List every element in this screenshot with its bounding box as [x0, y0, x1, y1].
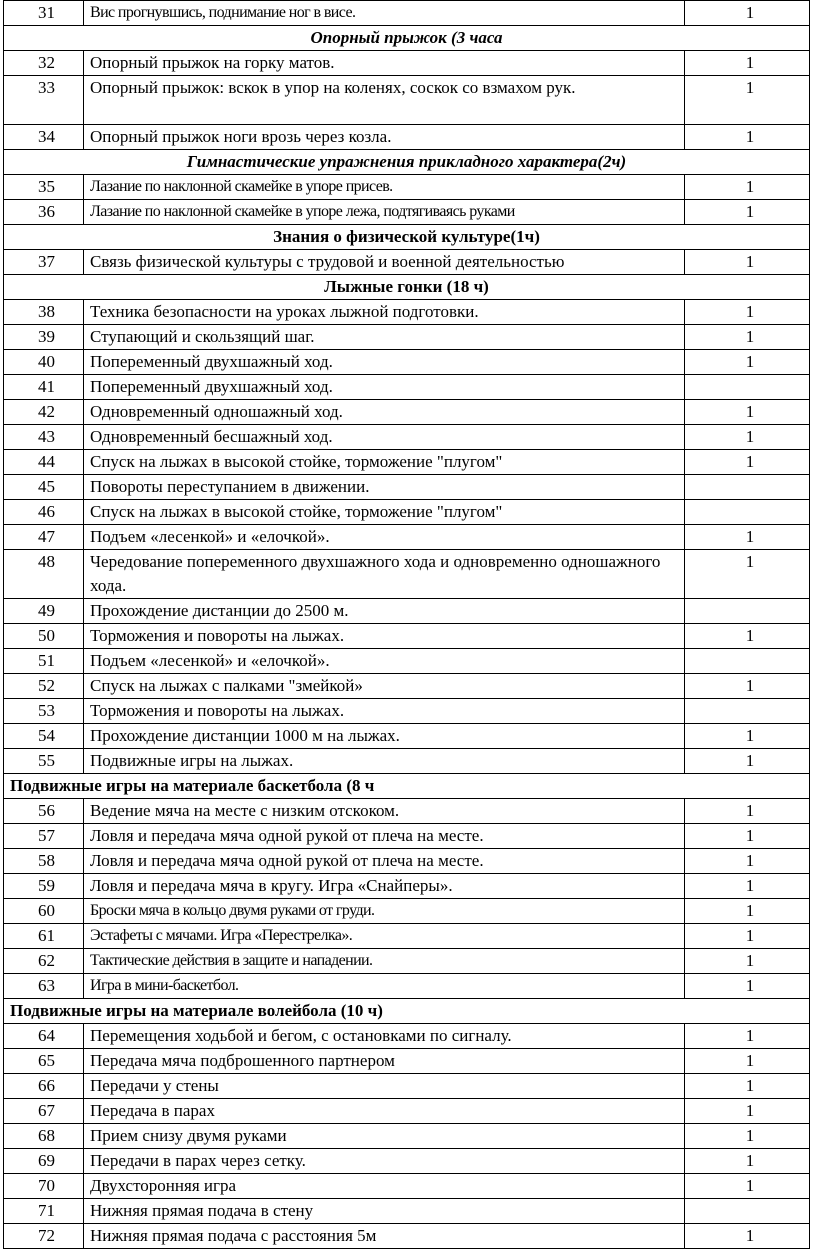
table-row: [4, 1174, 810, 1199]
lesson-topic: Связь физической культуры с трудовой и военной деятельностью: [84, 250, 685, 275]
section-title: Подвижные игры на материале баскетбола (8 ч: [4, 774, 810, 799]
lesson-hours: [685, 699, 810, 724]
lesson-topic: Попеременный двухшажный ход.: [84, 375, 685, 400]
lesson-topic: Тактические действия в защите и нападении.: [84, 949, 685, 974]
lesson-hours: 1: [685, 1049, 810, 1074]
table-row: [4, 175, 810, 200]
lesson-hours: 1: [685, 849, 810, 874]
lesson-number: 34: [4, 125, 84, 150]
lesson-hours: 1: [685, 1, 810, 26]
lesson-hours: [685, 500, 810, 525]
lesson-number: 63: [4, 974, 84, 999]
table-row: [4, 250, 810, 275]
lesson-topic: Прием снизу двумя руками: [84, 1124, 685, 1149]
table-row: [4, 674, 810, 699]
lesson-topic: Подвижные игры на лыжах.: [84, 749, 685, 774]
lesson-topic: Опорный прыжок: вскок в упор на коленях, соскок со взмахом рук.: [84, 76, 685, 125]
table-row: [4, 475, 810, 500]
lesson-hours: 1: [685, 200, 810, 225]
lesson-hours: 1: [685, 76, 810, 125]
section-title: Подвижные игры на материале волейбола (10 ч): [4, 999, 810, 1024]
lesson-topic: Чередование попеременного двухшажного хода и одновременно одношажного хода.: [84, 550, 685, 599]
section-title: Опорный прыжок (3 часа: [4, 26, 810, 51]
section-header-row: [4, 26, 810, 51]
lesson-topic: Одновременный бесшажный ход.: [84, 425, 685, 450]
lesson-topic: Подъем «лесенкой» и «елочкой».: [84, 649, 685, 674]
lesson-hours: 1: [685, 1224, 810, 1249]
lesson-number: 45: [4, 475, 84, 500]
lesson-hours: 1: [685, 974, 810, 999]
lesson-hours: 1: [685, 425, 810, 450]
table-row: [4, 1049, 810, 1074]
lesson-hours: 1: [685, 175, 810, 200]
table-row: [4, 76, 810, 125]
lesson-number: 56: [4, 799, 84, 824]
section-title: Лыжные гонки (18 ч): [4, 275, 810, 300]
lesson-topic: Двухсторонняя игра: [84, 1174, 685, 1199]
lesson-number: 58: [4, 849, 84, 874]
lesson-number: 38: [4, 300, 84, 325]
lesson-number: 65: [4, 1049, 84, 1074]
lesson-number: 67: [4, 1099, 84, 1124]
table-row: [4, 525, 810, 550]
table-row: [4, 599, 810, 624]
lesson-number: 41: [4, 375, 84, 400]
lesson-topic: Ловля и передача мяча одной рукой от плеча на месте.: [84, 824, 685, 849]
table-row: [4, 924, 810, 949]
table-row: [4, 450, 810, 475]
lesson-number: 52: [4, 674, 84, 699]
lesson-hours: [685, 1199, 810, 1224]
lesson-number: 55: [4, 749, 84, 774]
table-row: [4, 325, 810, 350]
lesson-hours: 1: [685, 674, 810, 699]
lesson-number: 70: [4, 1174, 84, 1199]
lesson-topic: Передача в парах: [84, 1099, 685, 1124]
lesson-number: 43: [4, 425, 84, 450]
lesson-topic: Торможения и повороты на лыжах.: [84, 624, 685, 649]
section-title: Гимнастические упражнения прикладного характера(2ч): [4, 150, 810, 175]
lesson-number: 68: [4, 1124, 84, 1149]
table-row: [4, 200, 810, 225]
lesson-hours: 1: [685, 949, 810, 974]
table-row: [4, 749, 810, 774]
lesson-topic: Одновременный одношажный ход.: [84, 400, 685, 425]
lesson-topic: Броски мяча в кольцо двумя руками от груди.: [84, 899, 685, 924]
lesson-hours: 1: [685, 1124, 810, 1149]
lesson-number: 60: [4, 899, 84, 924]
lesson-topic: Торможения и повороты на лыжах.: [84, 699, 685, 724]
lesson-number: 37: [4, 250, 84, 275]
lesson-hours: 1: [685, 350, 810, 375]
lesson-topic: Нижняя прямая подача в стену: [84, 1199, 685, 1224]
lesson-number: 59: [4, 874, 84, 899]
lesson-hours: 1: [685, 1024, 810, 1049]
table-row: [4, 500, 810, 525]
lesson-hours: 1: [685, 899, 810, 924]
lesson-number: 69: [4, 1149, 84, 1174]
lesson-number: 47: [4, 525, 84, 550]
lesson-topic: Спуск на лыжах в высокой стойке, торможение "плугом": [84, 450, 685, 475]
lesson-plan-body: [4, 1, 810, 1249]
lesson-hours: [685, 649, 810, 674]
section-header-row: [4, 275, 810, 300]
lesson-number: 64: [4, 1024, 84, 1049]
lesson-topic: Повороты переступанием в движении.: [84, 475, 685, 500]
table-row: [4, 125, 810, 150]
table-row: [4, 724, 810, 749]
lesson-number: 32: [4, 51, 84, 76]
table-row: [4, 624, 810, 649]
lesson-hours: 1: [685, 1174, 810, 1199]
lesson-topic: Лазание по наклонной скамейке в упоре лежа, подтягиваясь руками: [84, 200, 685, 225]
lesson-number: 61: [4, 924, 84, 949]
lesson-number: 72: [4, 1224, 84, 1249]
lesson-hours: [685, 599, 810, 624]
lesson-number: 31: [4, 1, 84, 26]
lesson-hours: 1: [685, 300, 810, 325]
lesson-topic: Вис прогнувшись, поднимание ног в висе.: [84, 1, 685, 26]
table-row: [4, 974, 810, 999]
table-row: [4, 400, 810, 425]
lesson-topic: Ловля и передача мяча одной рукой от плеча на месте.: [84, 849, 685, 874]
lesson-topic: Передача мяча подброшенного партнером: [84, 1049, 685, 1074]
table-row: [4, 824, 810, 849]
table-row: [4, 550, 810, 599]
lesson-hours: 1: [685, 1099, 810, 1124]
lesson-hours: 1: [685, 51, 810, 76]
section-header-row: [4, 225, 810, 250]
lesson-hours: 1: [685, 400, 810, 425]
lesson-topic: Нижняя прямая подача с расстояния 5м: [84, 1224, 685, 1249]
lesson-number: 57: [4, 824, 84, 849]
lesson-hours: 1: [685, 874, 810, 899]
lesson-number: 66: [4, 1074, 84, 1099]
lesson-hours: 1: [685, 250, 810, 275]
table-row: [4, 375, 810, 400]
lesson-number: 46: [4, 500, 84, 525]
lesson-topic: Передачи у стены: [84, 1074, 685, 1099]
lesson-number: 42: [4, 400, 84, 425]
table-row: [4, 699, 810, 724]
lesson-hours: 1: [685, 450, 810, 475]
table-row: [4, 300, 810, 325]
table-row: [4, 425, 810, 450]
lesson-topic: Спуск на лыжах с палками "змейкой»: [84, 674, 685, 699]
lesson-hours: 1: [685, 550, 810, 599]
lesson-number: 35: [4, 175, 84, 200]
lesson-hours: 1: [685, 1074, 810, 1099]
lesson-topic: Спуск на лыжах в высокой стойке, торможение "плугом": [84, 500, 685, 525]
lesson-topic: Перемещения ходьбой и бегом, с остановками по сигналу.: [84, 1024, 685, 1049]
section-header-row: [4, 774, 810, 799]
lesson-number: 33: [4, 76, 84, 125]
lesson-hours: 1: [685, 799, 810, 824]
table-row: [4, 1199, 810, 1224]
table-row: [4, 799, 810, 824]
lesson-hours: 1: [685, 724, 810, 749]
table-row: [4, 1124, 810, 1149]
lesson-hours: 1: [685, 924, 810, 949]
lesson-number: 39: [4, 325, 84, 350]
lesson-number: 48: [4, 550, 84, 599]
lesson-hours: 1: [685, 624, 810, 649]
lesson-number: 49: [4, 599, 84, 624]
lesson-topic: Лазание по наклонной скамейке в упоре присев.: [84, 175, 685, 200]
lesson-hours: 1: [685, 749, 810, 774]
lesson-topic: Подъем «лесенкой» и «елочкой».: [84, 525, 685, 550]
lesson-topic: Техника безопасности на уроках лыжной подготовки.: [84, 300, 685, 325]
lesson-hours: 1: [685, 125, 810, 150]
table-row: [4, 1074, 810, 1099]
table-row: [4, 949, 810, 974]
lesson-hours: 1: [685, 824, 810, 849]
table-row: [4, 649, 810, 674]
table-row: [4, 1024, 810, 1049]
lesson-topic: Прохождение дистанции 1000 м на лыжах.: [84, 724, 685, 749]
lesson-hours: [685, 475, 810, 500]
lesson-topic: Ведение мяча на месте с низким отскоком.: [84, 799, 685, 824]
lesson-number: 53: [4, 699, 84, 724]
lesson-topic: Опорный прыжок на горку матов.: [84, 51, 685, 76]
lesson-topic: Попеременный двухшажный ход.: [84, 350, 685, 375]
lesson-number: 40: [4, 350, 84, 375]
section-header-row: [4, 150, 810, 175]
table-row: [4, 350, 810, 375]
lesson-topic: Опорный прыжок ноги врозь через козла.: [84, 125, 685, 150]
table-row: [4, 1, 810, 26]
lesson-topic: Ступающий и скользящий шаг.: [84, 325, 685, 350]
lesson-plan-table: [3, 0, 810, 1249]
lesson-number: 44: [4, 450, 84, 475]
lesson-number: 51: [4, 649, 84, 674]
table-row: [4, 849, 810, 874]
table-row: [4, 1149, 810, 1174]
table-row: [4, 899, 810, 924]
table-row: [4, 874, 810, 899]
lesson-number: 62: [4, 949, 84, 974]
lesson-number: 50: [4, 624, 84, 649]
lesson-topic: Ловля и передача мяча в кругу. Игра «Снайперы».: [84, 874, 685, 899]
lesson-topic: Эстафеты с мячами. Игра «Перестрелка».: [84, 924, 685, 949]
lesson-hours: [685, 375, 810, 400]
section-header-row: [4, 999, 810, 1024]
table-row: [4, 1099, 810, 1124]
lesson-topic: Передачи в парах через сетку.: [84, 1149, 685, 1174]
lesson-number: 54: [4, 724, 84, 749]
table-row: [4, 51, 810, 76]
lesson-hours: 1: [685, 525, 810, 550]
lesson-hours: 1: [685, 1149, 810, 1174]
section-title: Знания о физической культуре(1ч): [4, 225, 810, 250]
table-row: [4, 1224, 810, 1249]
lesson-topic: Прохождение дистанции до 2500 м.: [84, 599, 685, 624]
lesson-number: 36: [4, 200, 84, 225]
lesson-topic: Игра в мини-баскетбол.: [84, 974, 685, 999]
lesson-number: 71: [4, 1199, 84, 1224]
lesson-hours: 1: [685, 325, 810, 350]
